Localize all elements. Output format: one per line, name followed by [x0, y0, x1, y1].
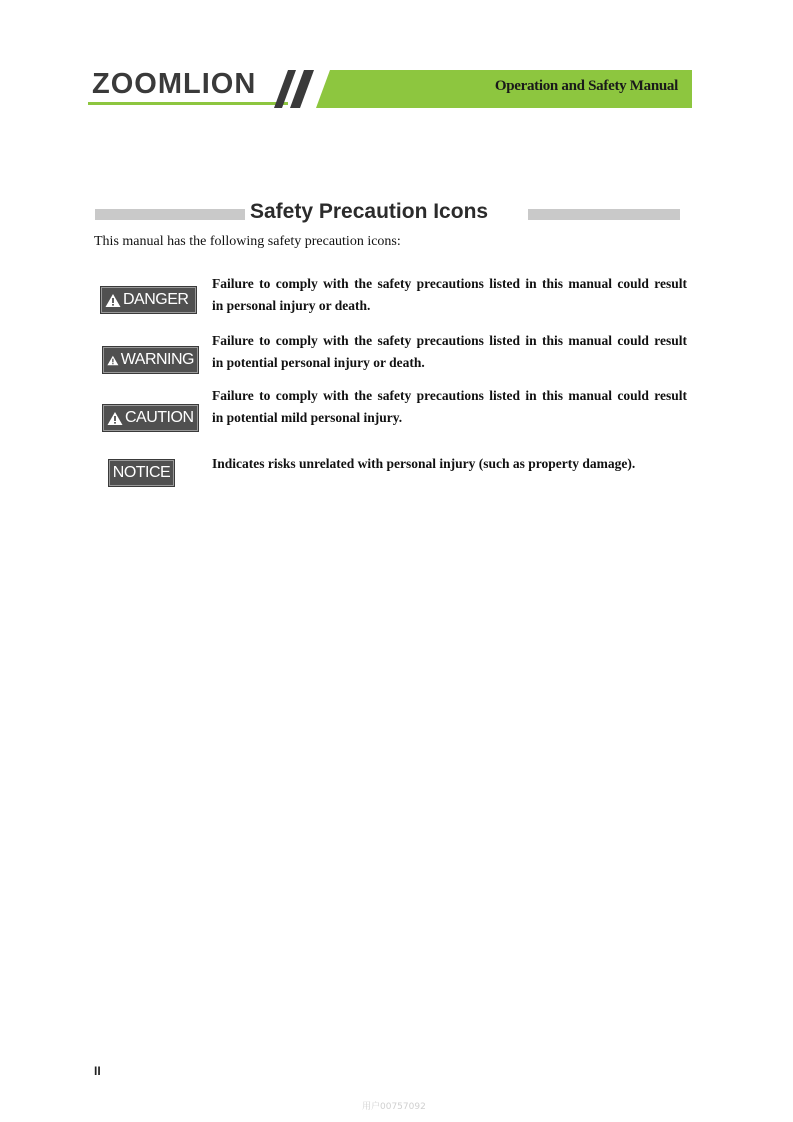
page-header — [88, 66, 692, 110]
warning-label-text: WARNING — [120, 351, 194, 368]
notice-description — [212, 453, 687, 475]
danger-label — [101, 287, 196, 313]
manual-title: Operation and Safety Manual — [494, 78, 678, 94]
danger-description-line-1: Failure to comply with the safety precautions listed in this manual could result — [212, 276, 687, 291]
notice-label-text: NOTICE — [112, 464, 171, 481]
heading-bar-left — [95, 209, 245, 220]
warning-triangle-icon — [107, 411, 123, 426]
heading-bar-right — [528, 209, 680, 220]
caution-description-line-1: Failure to comply with the safety precautions listed in this manual could result — [212, 388, 687, 403]
caution-label — [103, 405, 198, 431]
watermark: 用户00757092 — [362, 1102, 426, 1112]
warning-triangle-icon — [107, 353, 119, 368]
caution-description — [212, 385, 687, 429]
caution-label-text: CAUTION — [125, 409, 194, 426]
intro-text: This manual has the following safety precaution icons: — [94, 234, 401, 249]
warning-description-line-1: Failure to comply with the safety precautions listed in this manual could result — [212, 333, 687, 348]
danger-description — [212, 273, 687, 317]
zoomlion-logo: ZOOMLION — [92, 68, 257, 100]
warning-description-line-2: in potential personal injury or death. — [212, 355, 425, 370]
caution-description-line-2: in potential mild personal injury. — [212, 410, 403, 425]
section-title: Safety Precaution Icons — [250, 200, 489, 223]
logo-underline — [88, 102, 288, 105]
warning-triangle-icon — [105, 293, 121, 308]
danger-description-line-2: in personal injury or death. — [212, 298, 371, 313]
danger-label-text: DANGER — [123, 291, 189, 308]
notice-label — [109, 460, 174, 486]
page-number: II — [94, 1064, 101, 1078]
warning-label — [103, 347, 198, 373]
warning-description — [212, 330, 687, 374]
notice-description-line-1: Indicates risks unrelated with personal injury (such as property damage). — [212, 456, 636, 471]
section-heading — [95, 200, 680, 228]
